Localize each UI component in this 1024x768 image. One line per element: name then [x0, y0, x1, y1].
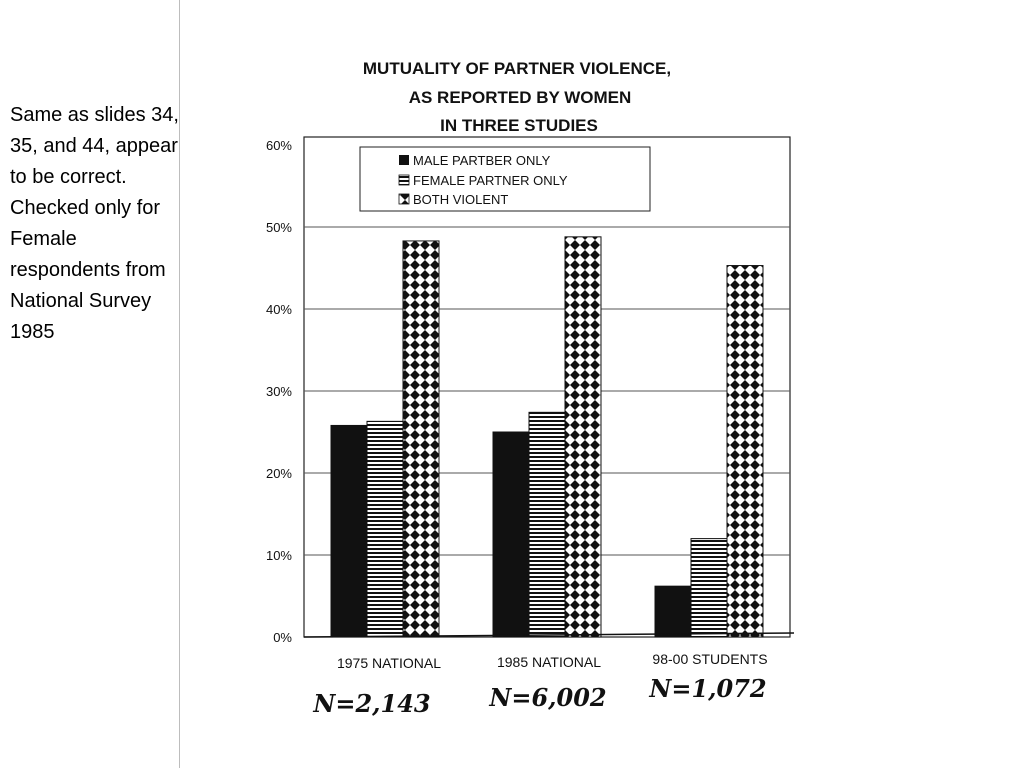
y-tick-label: 20%: [265, 466, 292, 481]
slide-note: Same as slides 34, 35, and 44, appear to be correct. Checked only for Female respondents from National Survey 1985: [10, 104, 179, 343]
sample-size-students: N=1,072: [649, 674, 767, 703]
legend-label-both: BOTH VIOLENT: [413, 192, 509, 207]
legend: [360, 147, 650, 211]
y-tick-label: 10%: [265, 548, 292, 563]
sample-size-annotations: [312, 674, 766, 718]
bar-both-violent: [403, 241, 439, 637]
legend-label-female: FEMALE PARTNER ONLY: [413, 173, 568, 188]
bar-female-only: [529, 412, 565, 637]
bar-male-only: [493, 432, 529, 637]
bar-female-only: [367, 421, 403, 637]
y-tick-label: 40%: [265, 302, 292, 317]
x-category-label: 1985 NATIONAL: [496, 654, 602, 670]
x-category-label: 1975 NATIONAL: [336, 655, 442, 671]
chart-title-line-2: AS REPORTED BY WOMEN: [408, 88, 632, 107]
legend-swatch-female: [399, 175, 409, 185]
x-category-label: 98-00 STUDENTS: [652, 651, 768, 667]
y-axis-tick-labels: [266, 138, 292, 645]
bar-male-only: [655, 586, 691, 637]
y-tick-label: 60%: [265, 138, 292, 153]
legend-swatch-male: [399, 155, 409, 165]
bar-both-violent: [727, 266, 763, 637]
y-tick-label: 30%: [265, 384, 292, 399]
bars: [331, 237, 763, 637]
y-tick-label: 50%: [265, 220, 292, 235]
y-tick-label: 0%: [273, 630, 292, 645]
sample-size-1975: N=2,143: [313, 689, 431, 718]
sample-size-1985: N=6,002: [489, 683, 607, 712]
bar-male-only: [331, 425, 367, 637]
bar-female-only: [691, 539, 727, 637]
x-axis-category-labels: [337, 651, 768, 671]
chart-title-line-1: MUTUALITY OF PARTNER VIOLENCE,: [362, 59, 672, 78]
legend-swatch-both: [399, 194, 409, 204]
legend-label-male: MALE PARTBER ONLY: [413, 153, 551, 168]
chart-title-line-3: IN THREE STUDIES: [440, 116, 598, 135]
chart-title: [363, 59, 671, 135]
bar-both-violent: [565, 237, 601, 637]
